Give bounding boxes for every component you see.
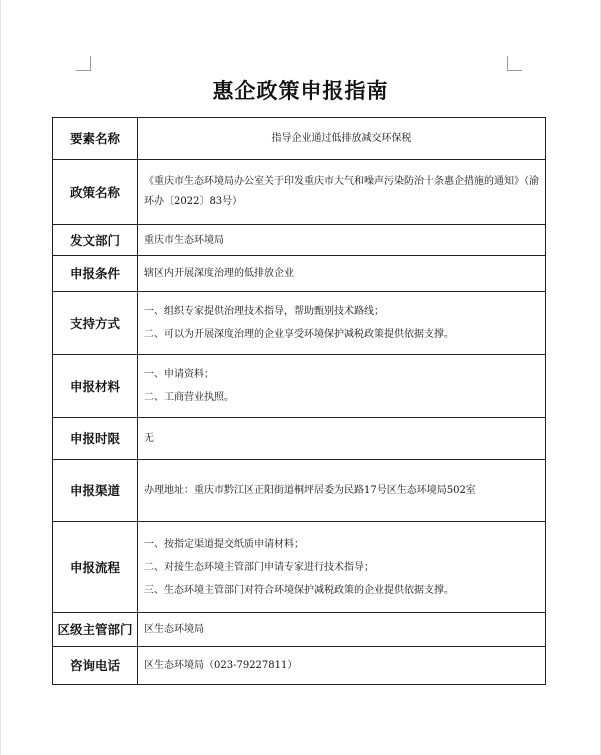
row-value: [138, 292, 546, 355]
row-value: [138, 160, 546, 225]
row-line: 区生态环境局: [144, 624, 204, 635]
row-line: 重庆市生态环境局: [144, 234, 224, 246]
row-value: [138, 418, 546, 460]
row-value: [138, 613, 546, 647]
row-label: 申报时限: [53, 418, 138, 460]
row-value: [138, 522, 546, 613]
row-value: [138, 256, 546, 292]
table-header-row: [53, 118, 546, 160]
row-line: 二、工商营业执照。: [144, 392, 234, 403]
row-line: 二、可以为开展深度治理的企业享受环境保护减税政策提供依据支撑。: [144, 329, 454, 340]
row-label: 申报条件: [53, 256, 138, 292]
row-value: [138, 355, 546, 418]
row-application-deadline: [53, 418, 546, 460]
row-label: 发文部门: [53, 225, 138, 256]
crop-mark-top-right: [507, 56, 522, 71]
policy-guide-table: [52, 117, 546, 685]
row-label: 申报材料: [53, 355, 138, 418]
crop-mark-top-left: [76, 56, 91, 71]
row-consultation-phone: [53, 647, 546, 685]
row-policy-name: [53, 160, 546, 225]
row-label: 申报渠道: [53, 460, 138, 522]
row-label: 政策名称: [53, 160, 138, 225]
row-value: [138, 460, 546, 522]
row-label: 申报流程: [53, 522, 138, 613]
document-title: 惠企政策申报指南: [212, 79, 389, 103]
row-label: 咨询电话: [53, 647, 138, 685]
row-support-method: [53, 292, 546, 355]
row-application-conditions: [53, 256, 546, 292]
row-district-authority: [53, 613, 546, 647]
row-application-process: [53, 522, 546, 613]
row-line: 一、按指定渠道提交纸质申请材料；: [144, 538, 304, 550]
row-line: 一、申请资料；: [144, 369, 214, 380]
row-line: 办理地址：重庆市黔江区正阳街道桐坪居委为民路17号区生态环境局502室: [144, 484, 476, 496]
row-line: 区生态环境局（023-79227811）: [144, 660, 298, 671]
row-issuing-department: [53, 225, 546, 256]
header-value: 指导企业通过低排放减交环保税: [138, 118, 546, 160]
row-line: 无: [144, 433, 154, 444]
row-label: 支持方式: [53, 292, 138, 355]
row-line: 一、组织专家提供治理技术指导，帮助甄别技术路线；: [144, 306, 384, 317]
row-line: 《重庆市生态环境局办公室关于印发重庆市大气和噪声污染防治十条惠企措施的通知》（渝环办〔2022〕83号）: [144, 176, 539, 207]
row-label: 区级主管部门: [53, 613, 138, 647]
row-value: [138, 225, 546, 256]
row-application-channel: [53, 460, 546, 522]
row-value: [138, 647, 546, 685]
row-application-materials: [53, 355, 546, 418]
row-line: 辖区内开展深度治理的低排放企业: [144, 268, 294, 279]
header-label: 要素名称: [53, 118, 138, 160]
row-line: 二、对接生态环境主管部门申请专家进行技术指导；: [144, 561, 374, 573]
row-line: 三、生态环境主管部门对符合环境保护减税政策的企业提供依据支撑。: [144, 584, 454, 596]
